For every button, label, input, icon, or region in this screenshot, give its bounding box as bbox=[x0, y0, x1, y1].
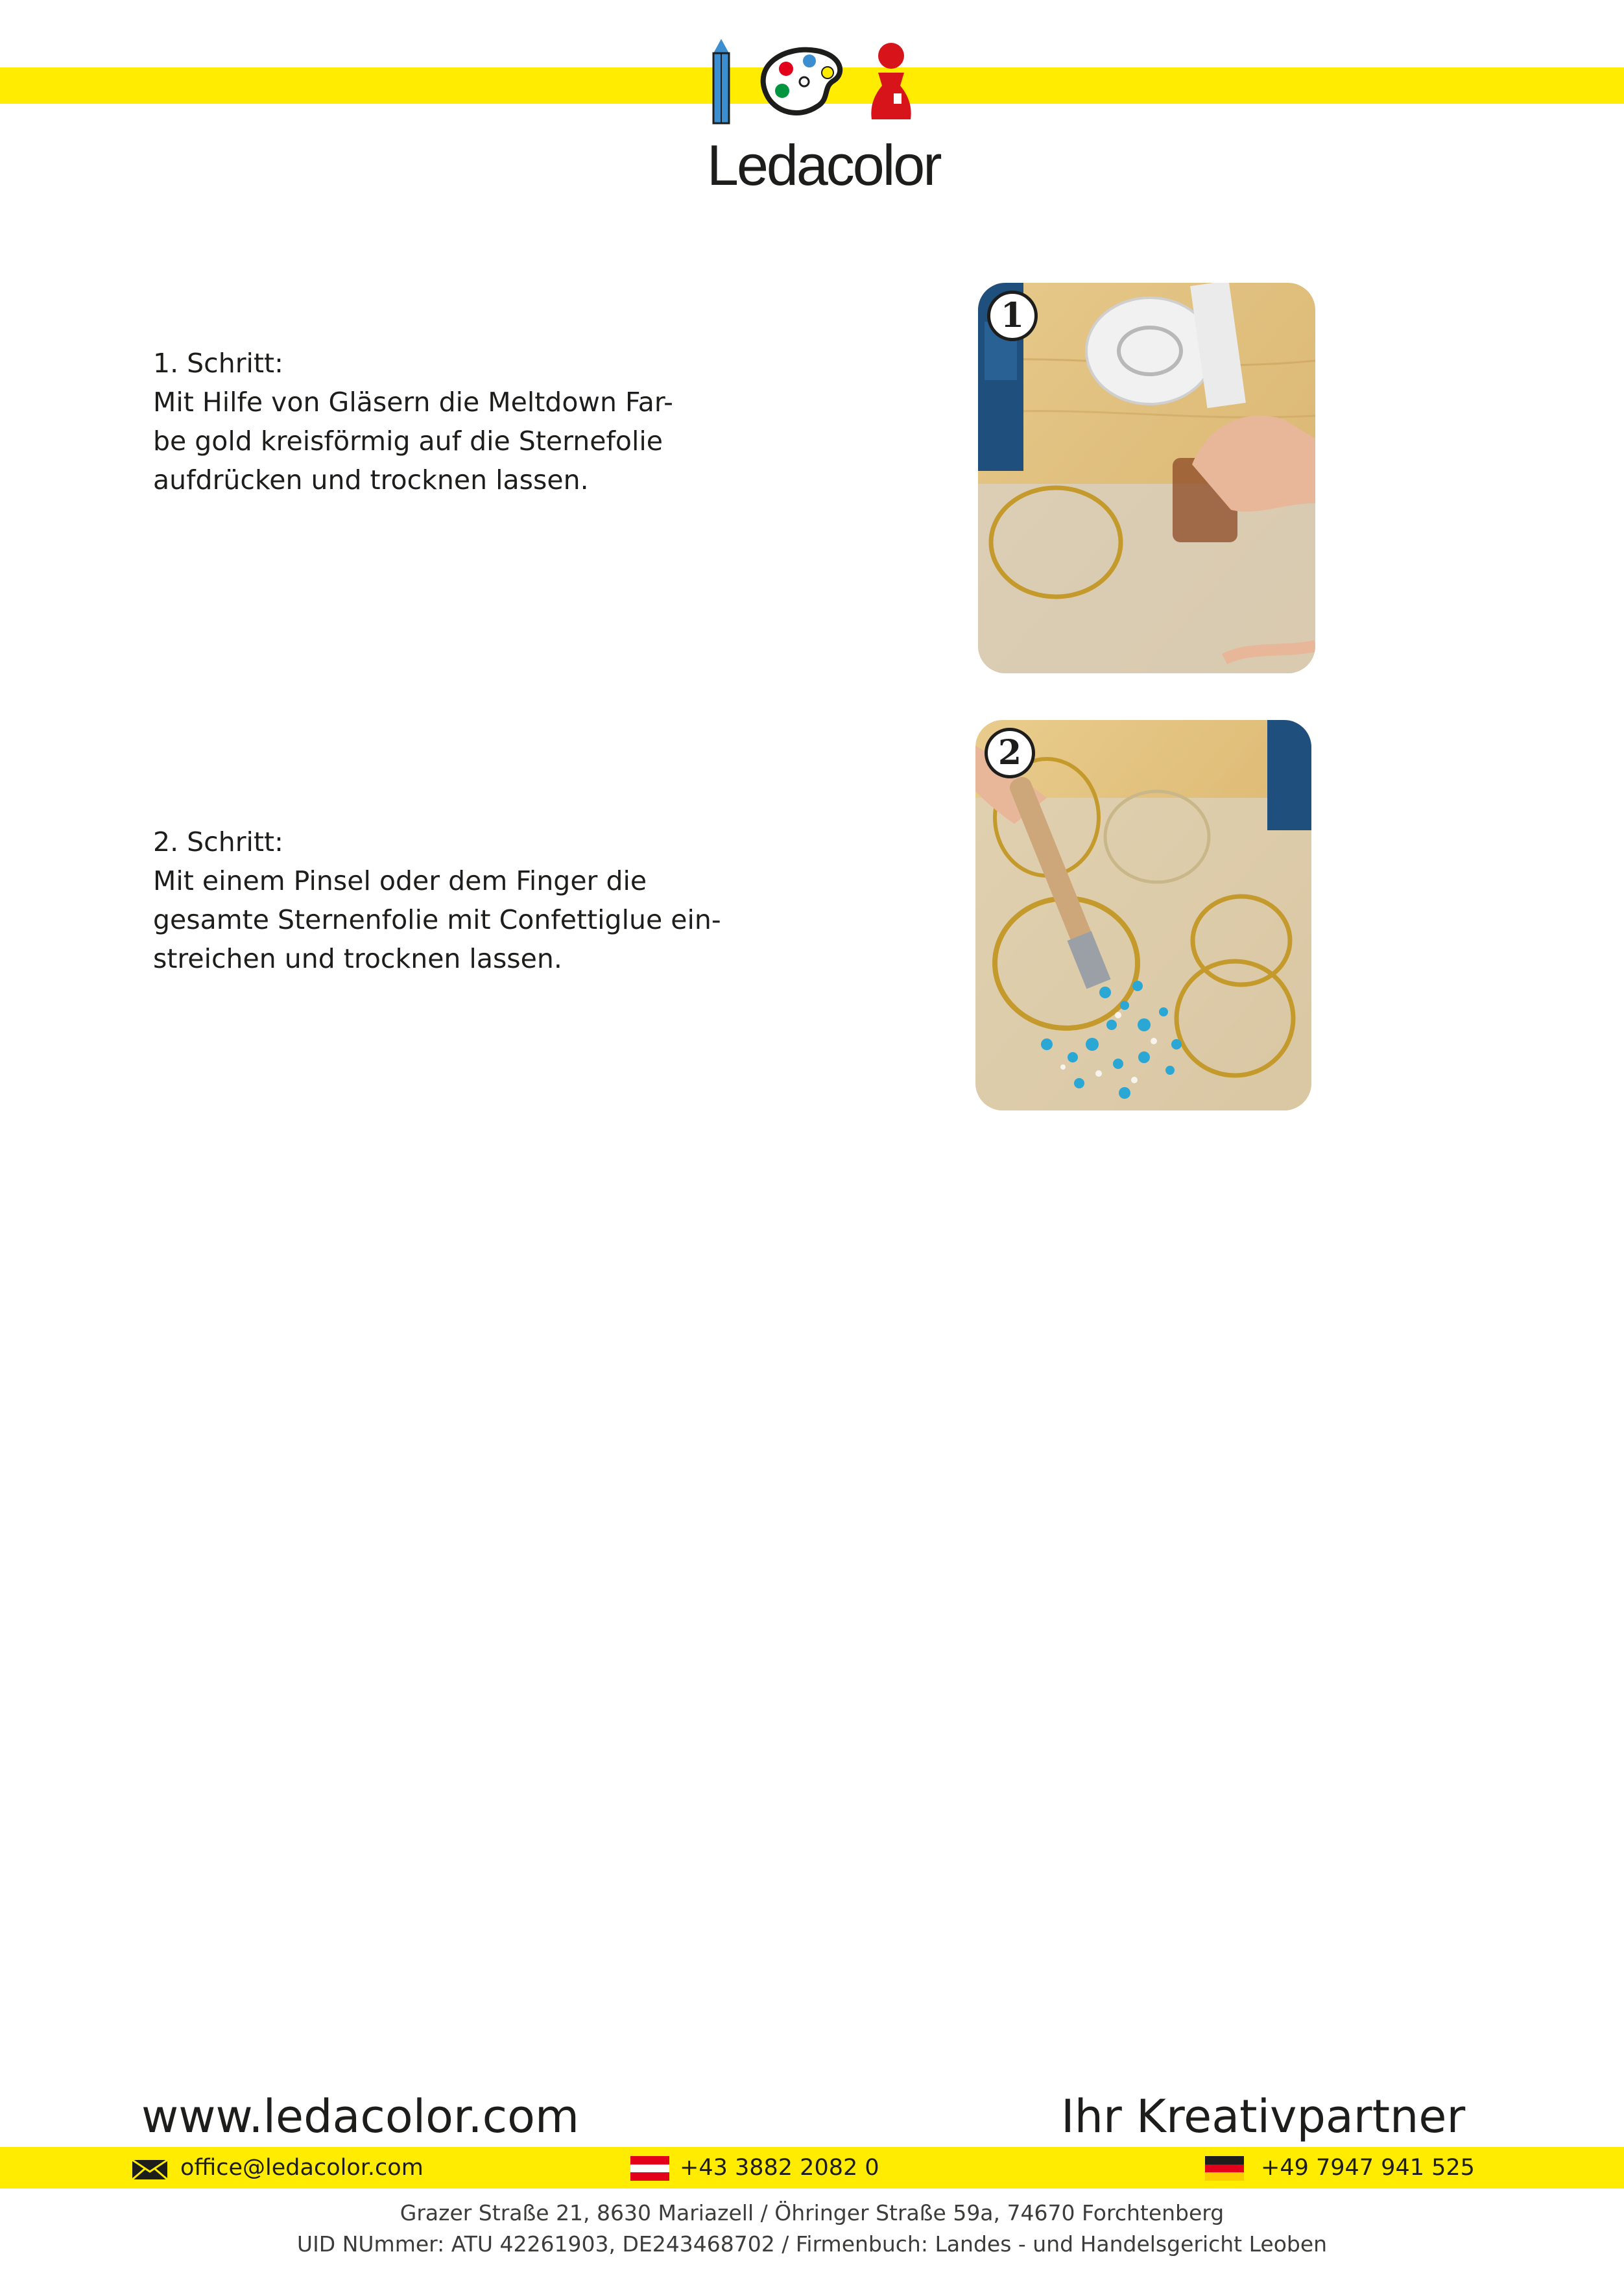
phone-germany[interactable]: +49 7947 941 525 bbox=[1261, 2155, 1475, 2181]
ledacolor-logo bbox=[707, 39, 940, 197]
brand-name: Ledacolor bbox=[707, 133, 940, 197]
step-2-badge: 2 bbox=[985, 728, 1035, 778]
step-1-text bbox=[153, 344, 737, 499]
address-line: Grazer Straße 21, 8630 Mariazell / Öhringer Straße 59a, 74670 Forchtenberg bbox=[400, 2200, 1224, 2225]
email-link[interactable]: office@ledacolor.com bbox=[180, 2155, 424, 2181]
step-2-line: Mit einem Pinsel oder dem Finger die bbox=[153, 865, 647, 896]
legal-line: UID NUmmer: ATU 42261903, DE243468702 / Firmenbuch: Landes - und Handelsgericht Leoben bbox=[296, 2231, 1328, 2257]
step-1-line: aufdrücken und trocknen lassen. bbox=[153, 464, 589, 496]
step-2-line: gesamte Sternenfolie mit Confettiglue ein- bbox=[153, 904, 721, 935]
tagline: Ihr Kreativpartner bbox=[1061, 2090, 1466, 2143]
phone-austria[interactable]: +43 3882 2082 0 bbox=[680, 2155, 879, 2181]
logo-graphic bbox=[707, 39, 921, 136]
website-link[interactable]: www.ledacolor.com bbox=[141, 2090, 580, 2143]
step-1-heading: 1. Schritt: bbox=[153, 348, 283, 379]
step-1-photo bbox=[978, 283, 1315, 673]
austria-flag-icon bbox=[630, 2156, 669, 2181]
step-1-badge: 1 bbox=[987, 291, 1038, 341]
germany-flag-icon bbox=[1205, 2156, 1244, 2181]
step-2-text bbox=[153, 822, 737, 978]
step-2-photo bbox=[975, 720, 1311, 1110]
step-2-line: streichen und trocknen lassen. bbox=[153, 943, 562, 974]
step-2-heading: 2. Schritt: bbox=[153, 826, 283, 858]
mail-icon bbox=[131, 2159, 169, 2181]
step-1-line: be gold kreisförmig auf die Sternefolie bbox=[153, 426, 663, 457]
step-1-line: Mit Hilfe von Gläsern die Meltdown Far- bbox=[153, 387, 673, 418]
